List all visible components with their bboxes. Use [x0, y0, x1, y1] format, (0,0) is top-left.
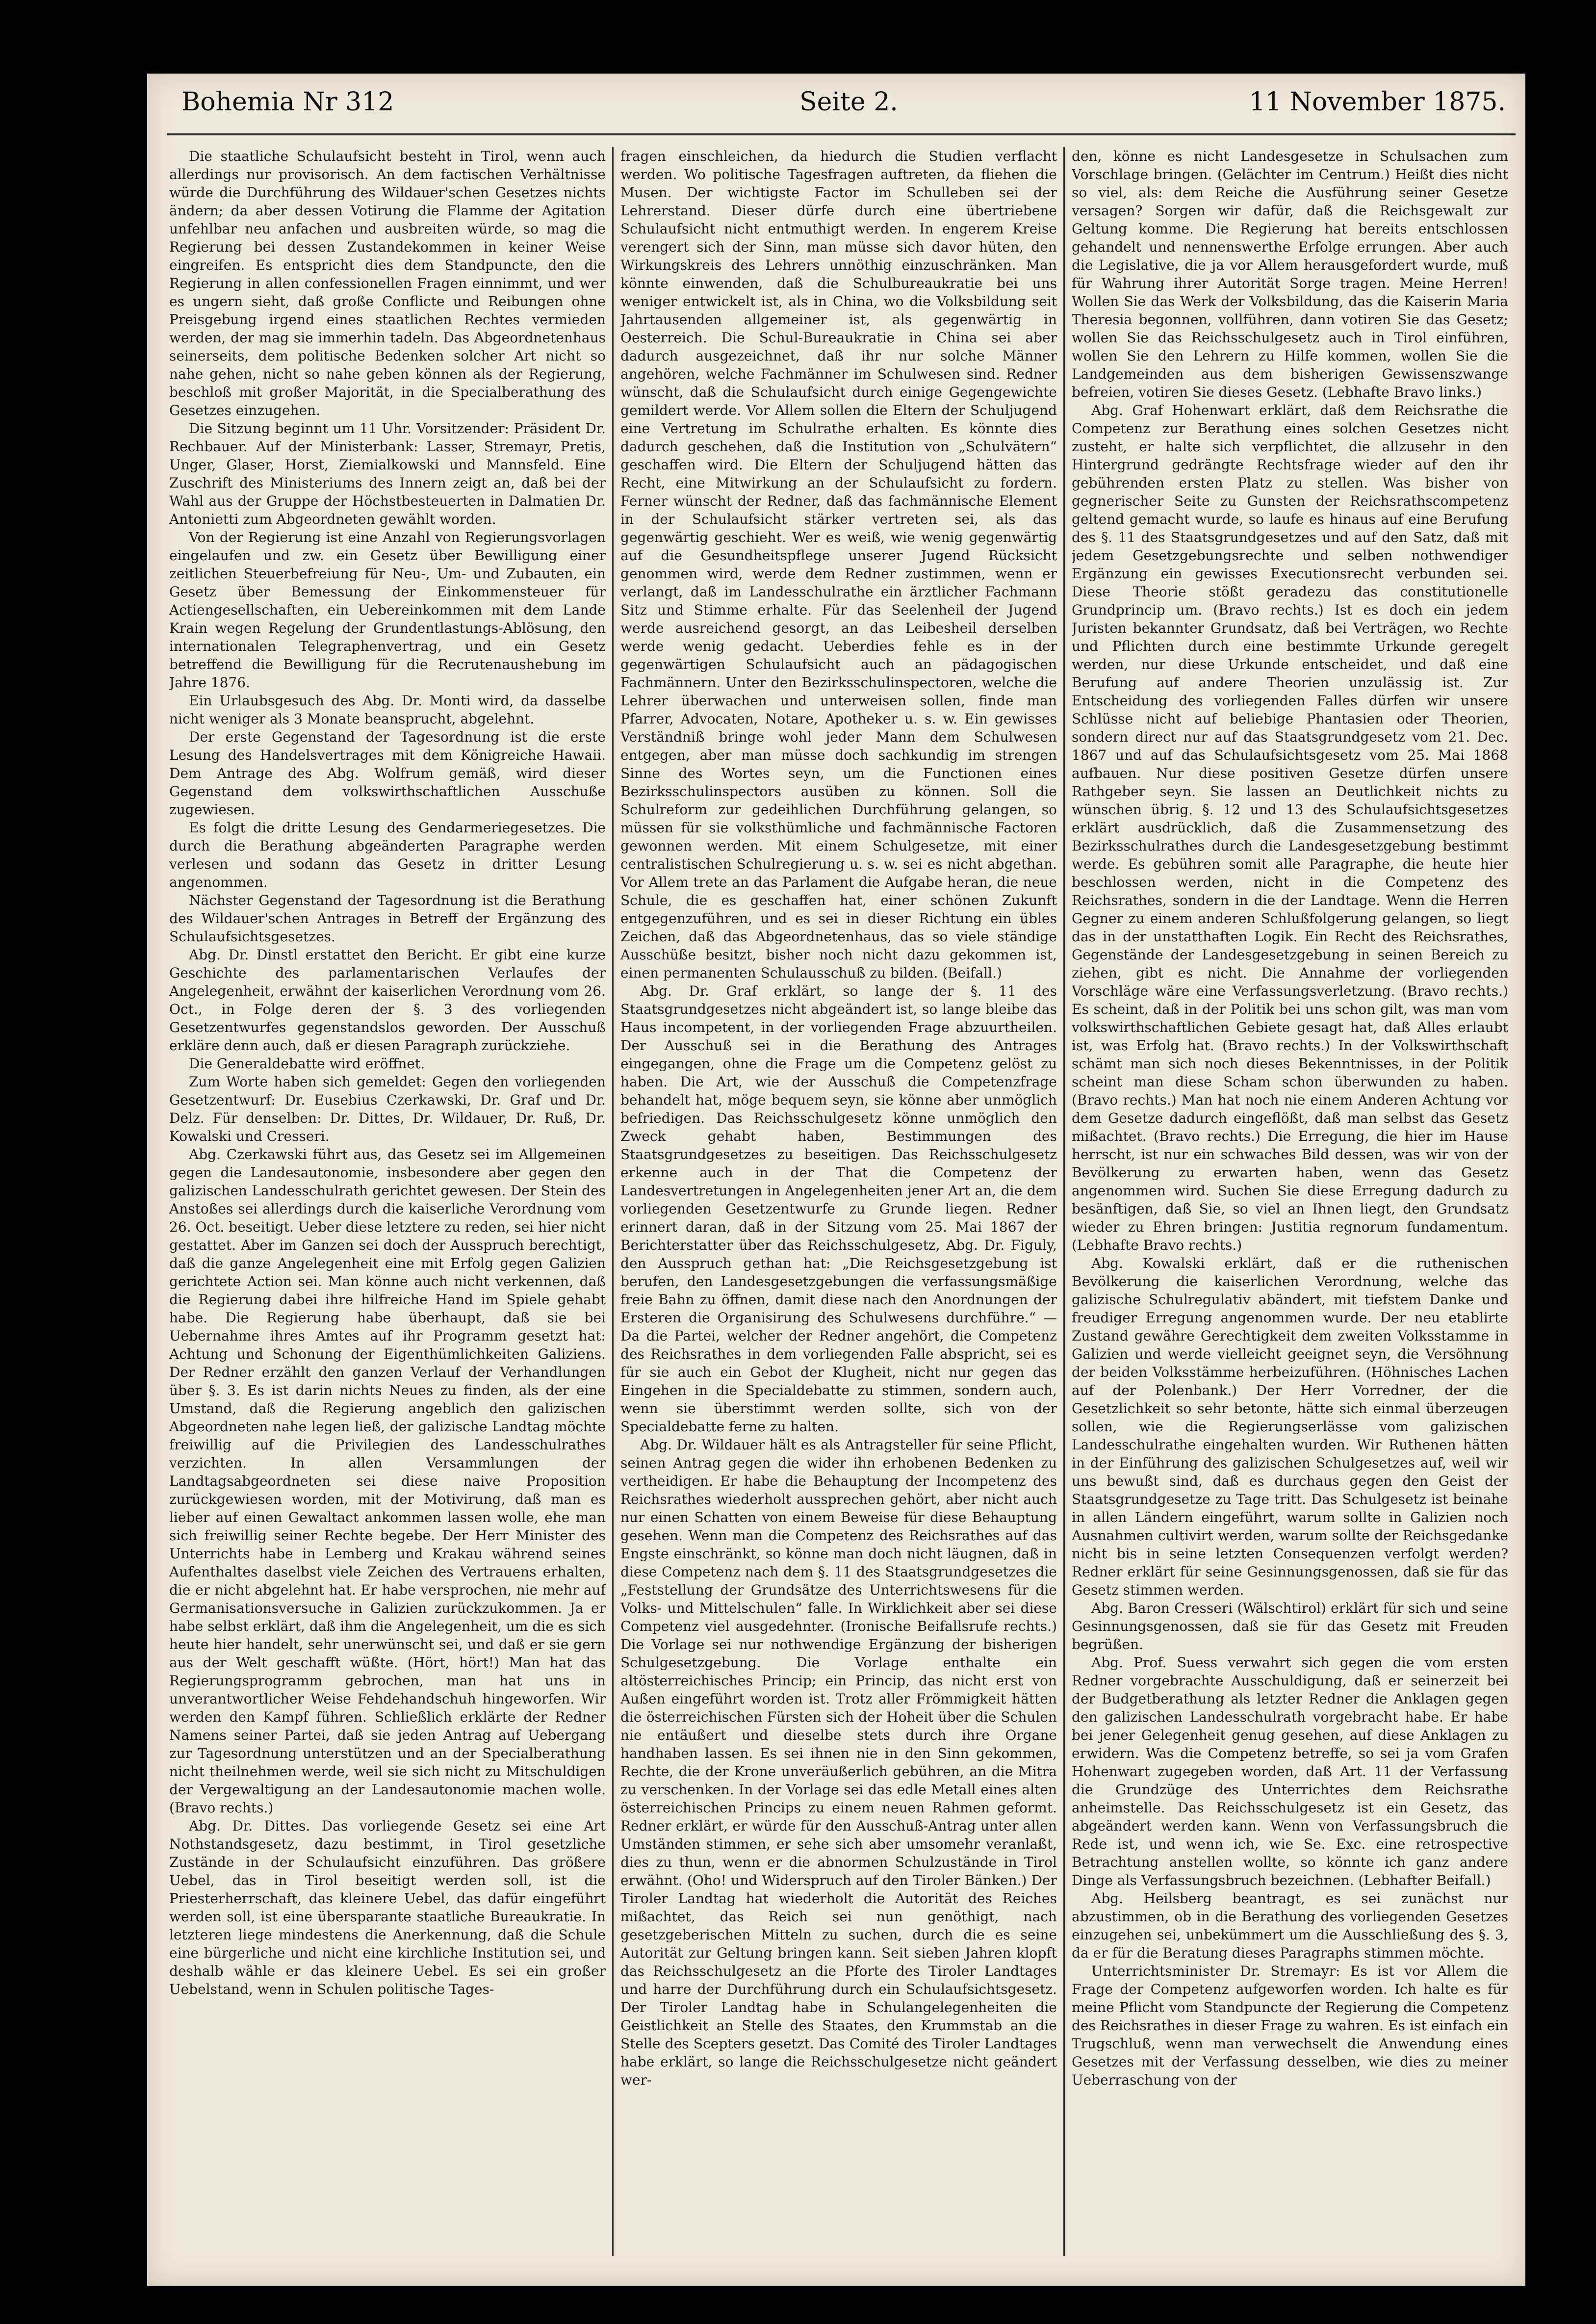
article-paragraph: den, könne es nicht Landesgesetze in Schulsachen zum Vorschlage bringen. (Gelächter im Centrum.) Heißt dies nicht so viel, als: dem Reiche die Ausführung seiner Gesetze versagen? Sorgen wir dafür, daß die Reichsgewalt zur Geltung komme. Die Regierung hat bereits entschlossen gehandelt und nennenswerthe Erfolge errungen. Aber auch die Legislative, die ja vor Allem herausgefordert wurde, muß für Wahrung ihrer Autorität Sorge tragen. Meine Herren! Wollen Sie das Werk der Volksbildung, das die Kaiserin Maria Theresia begonnen, vollführen, dann votiren Sie das Gesetz; wollen Sie das Reichsschulgesetz auch in Tirol einführen, wollen Sie den Lehrern zu Hilfe kommen, wollen Sie die Landgemeinden aus dem bisherigen Gewissenszwange befreien, votiren Sie dieses Gesetz. (Lebhafte Bravo links.) [1072, 148, 1508, 400]
article-paragraph: Nächster Gegenstand der Tagesordnung ist die Berathung des Wildauer'schen Antrages in Betreff der Ergänzung des Schulaufsichtsgesetzes. [169, 892, 606, 945]
article-paragraph: Abg. Heilsberg beantragt, es sei zunächst nur abzustimmen, ob in die Berathung des vorliegenden Gesetzes einzugehen sei, unbekümmert um die Ausschließung des §. 3, da er für die Beratung dieses Paragraphs stimmen möchte. [1072, 1890, 1508, 1961]
article-paragraph: Unterrichtsminister Dr. Stremayr: Es ist vor Allem die Frage der Competenz aufgeworfen worden. Ich halte es für meine Pflicht vom Standpuncte der Regierung die Competenz des Reichsrathes in dieser Frage zu wahren. Es ist einfach ein Trugschluß, wenn man verwechselt die Anwendung eines Gesetzes mit der Verfassung desselben, wie dies zu meiner Ueberraschung von der [1072, 1963, 1508, 2088]
masthead-date: 11 November 1875. [1249, 87, 1506, 117]
article-paragraph: Abg. Graf Hohenwart erklärt, daß dem Reichsrathe die Competenz zur Berathung eines solchen Gesetzes nicht zusteht, er halte sich verpflichtet, die allzusehr in den Hintergrund gedrängte Rechtsfrage wieder auf den ihr gebührenden ersten Platz zu stellen. Was bisher von gegnerischer Seite zu Gunsten der Reichsrathscompetenz geltend gemacht wurde, so laufe es hinaus auf eine Berufung des §. 11 des Staatsgrundgesetzes und auf den Satz, daß mit jedem Gesetzgebungsrechte und selben nothwendiger Ergänzung ein gewisses Executionsrecht verbunden sei. Diese Theorie stößt geradezu das constitutionelle Grundprincip um. (Bravo rechts.) Ist es doch ein jedem Juristen bekannter Grundsatz, daß bei Verträgen, wo Rechte und Pflichten durch eine bestimmte Urkunde geregelt werden, nur diese Urkunde entscheidet, und daß eine Berufung auf andere Theorien unzulässig ist. Zur Entscheidung des vorliegenden Falles dürfen wir unsere Schlüsse nicht auf beliebige Phantasien oder Theorien, sondern direct nur auf das Staatsgrundgesetz vom 21. Dec. 1867 und auf das Schulaufsichtsgesetz vom 25. Mai 1868 aufbauen. Nur diese positiven Gesetze dürfen unsere Rathgeber seyn. Sie lassen an Deutlichkeit nichts zu wünschen übrig. §. 12 und 13 des Schulaufsichtsgesetzes erklärt ausdrücklich, daß die Zusammensetzung des Bezirksschulrathes durch die Landesgesetzgebung bestimmt werde. Es gebühren somit alle Paragraphe, die heute hier beschlossen werden, nicht in die Competenz des Reichsrathes, sondern in die der Landtage. Wenn die Herren Gegner zu einem anderen Schlußfolgerung gelangen, so liegt das in der unstatthaften Logik. Ein Recht des Reichsrathes, Gegenstände der Landesgesetzgebung in seinen Bereich zu ziehen, gibt es nicht. Die Annahme der vorliegenden Vorschläge wäre eine Verfassungsverletzung. (Bravo rechts.) Es scheint, daß in der Politik bei uns schon gilt, was man vom volkswirthschaftlichen Gebiete gesagt hat, daß Alles erlaubt ist, was Erfolg hat. (Bravo rechts.) In der Volkswirthschaft schämt man sich noch dieses Bekenntnisses, in der Politik scheint man diese Scham schon überwunden zu haben. (Bravo rechts.) Man hat noch nie einem Anderen Achtung vor dem Gesetze dadurch eingeflößt, daß man selbst das Gesetz mißachtet. (Bravo rechts.) Die Erregung, die hier im Hause herrscht, ist nur ein schwaches Bild dessen, was wir von der Bevölkerung zu erwarten haben, wenn das Gesetz angenommen wird. Suchen Sie diese Erregung dadurch zu besänftigen, daß Sie, so viel an Ihnen liegt, den Grundsatz wieder zu Ehren bringen: Justitia regnorum fundamentum. (Lebhafte Bravo rechts.) [1072, 402, 1508, 1253]
article-paragraph: fragen einschleichen, da hiedurch die Studien verflacht werden. Wo politische Tagesfragen auftreten, da fliehen die Musen. Der wichtigste Factor im Schulleben sei der Lehrerstand. Dieser dürfe durch eine übertriebene Schulaufsicht nicht entmuthigt werden. In engerem Kreise verengert sich der Sinn, man müsse sich davor hüten, den Wirkungskreis des Lehrers unnöthig einzuschränken. Man könnte einwenden, daß die Schulbureaukratie bei uns weniger entwickelt ist, als in China, wo die Volksbildung seit Jahrtausenden allgemeiner ist, als gegenwärtig in Oesterreich. Die Schul-Bureaukratie in China sei aber dadurch ausgezeichnet, daß ihr nur solche Männer angehören, welche Fachmänner im Schulwesen sind. Redner wünscht, daß die Schulaufsicht durch einige Gegengewichte gemildert werde. Vor Allem sollen die Eltern der Schuljugend eine Vertretung im Schulrathe erhalten. Es könnte dies dadurch geschehen, daß die Institution von „Schulvätern“ geschaffen wird. Die Eltern der Schuljugend hätten das Recht, eine Mitwirkung an der Schulaufsicht zu fordern. Ferner wünscht der Redner, daß das fachmännische Element in der Schulaufsicht stärker vertreten sei, als das gegenwärtig geschieht. Wer es weiß, wie wenig gegenwärtig auf die Gesundheitspflege unserer Jugend Rücksicht genommen wird, werde dem Redner zustimmen, wenn er verlangt, daß im Landesschulrathe ein ärztlicher Fachmann Sitz und Stimme erhalte. Für das Seelenheil der Jugend werde ausreichend gesorgt, an das Leibesheil derselben werde wenig gedacht. Ueberdies fehle es in der gegenwärtigen Schulaufsicht auch an pädagogischen Fachmännern. Unter den Bezirksschulinspectoren, welche die Lehrer überwachen und unterweisen sollen, finde man Pfarrer, Advocaten, Notare, Apotheker u. s. w. Ein gewisses Verständniß bringe wohl jeder Mann dem Schulwesen entgegen, aber man müsse doch sachkundig im strengen Sinne des Wortes seyn, um die Functionen eines Bezirksschulinspectors ausüben zu können. Soll die Schulreform zur gedeihlichen Durchführung gelangen, so müssen für sie volksthümliche und fachmännische Factoren gewonnen werden. Mit einem Schulgesetze, mit einer centralistischen Schulregierung u. s. w. sei es nicht abgethan. Vor Allem trete an das Parlament die Aufgabe heran, die neue Schule, die es geschaffen hat, einer schönen Zukunft entgegenzuführen, und es sei in dieser Richtung ein übles Zeichen, daß das Abgeordnetenhaus, das so viele ständige Ausschüße besitzt, bisher noch nicht dazu gekommen ist, einen permanenten Schulausschuß zu bilden. (Beifall.) [620, 148, 1057, 981]
article-paragraph: Zum Worte haben sich gemeldet: Gegen den vorliegenden Gesetzentwurf: Dr. Eusebius Czerkawski, Dr. Graf und Dr. Delz. Für denselben: Dr. Dittes, Dr. Wildauer, Dr. Ruß, Dr. Kowalski und Cresseri. [169, 1074, 606, 1144]
article-paragraph: Abg. Dr. Dinstl erstattet den Bericht. Er gibt eine kurze Geschichte des parlamentarischen Verlaufes der Angelegenheit, erwähnt der kaiserlichen Verordnung vom 26. Oct., in Folge deren der §. 3 des vorliegenden Gesetzentwurfes gegenstandslos geworden. Der Ausschuß erkläre denn auch, daß er diesen Paragraph zurückziehe. [169, 947, 606, 1054]
header-rule [167, 133, 1516, 135]
article-paragraph: Abg. Dr. Dittes. Das vorliegende Gesetz sei eine Art Nothstandsgesetz, dazu bestimmt, in Tirol gesetzliche Zustände in der Schulaufsicht einzuführen. Das größere Uebel, das in Tirol beseitigt werden soll, ist die Priesterherrschaft, das kleinere Uebel, das dafür eingeführt werden soll, ist eine übersparante staatliche Bureaukratie. In letzteren liege mindestens die Anerkennung, daß die Schule eine bürgerliche und nicht eine kirchliche Institution sei, und deshalb wähle er das kleinere Uebel. Es sei ein großer Uebelstand, wenn in Schulen politische Tages- [169, 1818, 606, 1997]
article-paragraph: Die staatliche Schulaufsicht besteht in Tirol, wenn auch allerdings nur provisorisch. An dem factischen Verhältnisse würde die Durchführung des Wildauer'schen Gesetzes nichts ändern; da aber dessen Votirung die Flamme der Agitation unfehlbar neu anfachen und ausbreiten würde, so mag die Regierung bei dessen Zustandekommen in keiner Weise eingreifen. Es entspricht dies dem Standpuncte, den die Regierung in allen confessionellen Fragen einnimmt, und wer es ungern sieht, daß große Conflicte und Reibungen ohne Preisgebung irgend eines staatlichen Rechtes vermieden werden, der mag sie immerhin tadeln. Das Abgeordnetenhaus seinerseits, dem politische Bedenken solcher Art nicht so nahe gehen, nicht so nahe geben können als der Regierung, beschloß mit großer Majorität, in die Specialberathung des Gesetzes einzugehen. [169, 148, 606, 418]
article-paragraph: Abg. Kowalski erklärt, daß er die ruthenischen Bevölkerung die kaiserlichen Verordnung, welche das galizische Schulregulativ abändert, mit tiefstem Danke und freudiger Erregung angenommen wurde. Der neu etablirte Zustand gewähre Gerechtigkeit dem zweiten Volksstamme in Galizien und werde vielleicht geeignet seyn, die Versöhnung der beiden Volksstämme herbeizuführen. (Höhnisches Lachen auf der Polenbank.) Der Herr Vorredner, der die Gesetzlichkeit so sehr betonte, hätte sich einmal überzeugen sollen, wie die Regierungserlässe vom galizischen Landesschulrathe eingehalten wurden. Wir Ruthenen hätten in der Einführung des galizischen Schulgesetzes auf, weil wir uns bewußt sind, daß es durchaus gegen den Geist der Staatsgrundgesetze zu Tage tritt. Das Schulgesetz ist beinahe in allen Ländern eingeführt, warum sollte in Galizien noch Ausnahmen cultivirt werden, warum sollte der Reichsgedanke nicht bis in seine letzten Consequenzen verfolgt werden? Redner erklärt für seine Gesinnungsgenossen, daß sie für das Gesetz stimmen werden. [1072, 1255, 1508, 1598]
article-paragraph: Der erste Gegenstand der Tagesordnung ist die erste Lesung des Handelsvertrages mit dem Königreiche Hawaii. Dem Antrage des Abg. Wolfrum gemäß, wird dieser Gegenstand dem volkswirthschaftlichen Ausschuße zugewiesen. [169, 729, 606, 818]
article-paragraph: Abg. Prof. Suess verwahrt sich gegen die vom ersten Redner vorgebrachte Ausschuldigung, daß er seinerzeit bei der Budgetberathung als letzter Redner die Anklagen gegen den galizischen Landesschulrath vorgebracht habe. Er habe bei jener Gelegenheit genug gesehen, auf diese Anklagen zu erwidern. Was die Competenz betreffe, so sei ja vom Grafen Hohenwart zugegeben worden, daß Art. 11 der Verfassung die Grundzüge des Unterrichtes dem Reichsrathe anheimstelle. Das Reichsschulgesetz ist ein Gesetz, das abgeändert werden kann. Wenn von Verfassungsbruch die Rede ist, und wenn ich, wie Se. Exc. eine retrospective Betrachtung anstellen wollte, so könnte ich ganz andere Dinge als Verfassungsbruch bezeichnen. (Lebhafter Beifall.) [1072, 1654, 1508, 1888]
masthead-page-number: Seite 2. [799, 87, 898, 117]
article-paragraph: Abg. Dr. Graf erklärt, so lange der §. 11 des Staatsgrundgesetzes nicht abgeändert ist, so lange bleibe das Haus incompetent, in der vorliegenden Frage abzuurtheilen. Der Ausschuß sei in die Berathung des Antrages eingegangen, ohne die Frage um die Competenz gelöst zu haben. Die Art, wie der Ausschuß die Competenzfrage behandelt hat, möge bequem seyn, sie könne aber unmöglich befriedigen. Das Reichsschulgesetz könne unmöglich den Zweck gehabt haben, Bestimmungen des Staatsgrundgesetzes zu beseitigen. Das Reichsschulgesetz erkenne auch in der That die Competenz der Landesvertretungen in Angelegenheiten jener Art an, die dem vorliegenden Gesetzentwurfe zu Grunde liegen. Redner erinnert daran, daß in der Sitzung vom 25. Mai 1867 der Berichterstatter über das Reichsschulgesetz, Abg. Dr. Figuly, den Ausspruch gethan hat: „Die Reichsgesetzgebung ist berufen, den Landesgesetzgebungen die verfassungsmäßige freie Bahn zu öffnen, damit diese nach den Anordnungen der Ersteren die Organisirung des Schulwesens durchführe.“ — Da die Partei, welcher der Redner angehört, die Competenz des Reichsrathes in dem vorliegenden Falle abspricht, sei es für sie auch ein Gebot der Klugheit, nicht nur gegen das Eingehen in die Specialdebatte zu stimmen, sondern auch, wenn sie überstimmt werden sollte, sich von der Specialdebatte ferne zu halten. [620, 983, 1057, 1435]
article-paragraph: Die Sitzung beginnt um 11 Uhr. Vorsitzender: Präsident Dr. Rechbauer. Auf der Ministerbank: Lasser, Stremayr, Pretis, Unger, Glaser, Horst, Ziemialkowski und Mannsfeld. Eine Zuschrift des Ministeriums des Innern zeigt an, daß bei der Wahl aus der Gruppe der Höchstbesteuerten in Dalmatien Dr. Antonietti zum Abgeordneten gewählt worden. [169, 420, 606, 527]
article-paragraph: Abg. Baron Cresseri (Wälschtirol) erklärt für sich und seine Gesinnungsgenossen, daß sie für das Gesetz mit Freuden begrüßen. [1072, 1600, 1508, 1653]
column-divider-1 [612, 147, 614, 2256]
article-paragraph: Es folgt die dritte Lesung des Gendarmeriegesetzes. Die durch die Berathung abgeänderten Paragraphe werden verlesen und sodann das Gesetz in dritter Lesung angenommen. [169, 820, 606, 890]
article-paragraph: Ein Urlaubsgesuch des Abg. Dr. Monti wird, da dasselbe nicht weniger als 3 Monate beansprucht, abgelehnt. [169, 693, 606, 727]
column-2 [620, 147, 1057, 2276]
column-1 [169, 147, 606, 2276]
article-paragraph: Die Generaldebatte wird eröffnet. [189, 1056, 425, 1072]
masthead-paper-name: Bohemia Nr 312 [181, 87, 394, 117]
newspaper-page [147, 74, 1525, 2286]
article-paragraph: Abg. Dr. Wildauer hält es als Antragsteller für seine Pflicht, seinen Antrag gegen die wider ihn erhobenen Bedenken zu vertheidigen. Er habe die Behauptung der Incompetenz des Reichsrathes wiederholt aussprechen gehört, aber nicht auch nur einen Schatten von einem Beweise für diese Behauptung gesehen. Wenn man die Competenz des Reichsrathes auf das Engste einschränkt, so könne man doch nicht läugnen, daß in diese Competenz nach dem §. 11 des Staatsgrundgesetzes die „Feststellung der Grundsätze des Unterrichtswesens für die Volks- und Mittelschulen“ falle. In Wirklichkeit aber sei diese Competenz viel ausgedehnter. (Ironische Beifallsrufe rechts.) Die Vorlage sei nur nothwendige Ergänzung der bisherigen Schulgesetzgebung. Die Vorlage enthalte ein altösterreichisches Princip; ein Princip, das nicht erst von Außen eingeführt worden ist. Trotz aller Frömmigkeit hätten die österreichischen Fürsten sich der Hoheit über die Schulen nie entäußert und dieselbe stets durch ihre Organe handhaben lassen. Es sei ihnen nie in den Sinn gekommen, Rechte, die der Krone unveräußerlich gebühren, an die Mitra zu verschenken. In der Vorlage sei das edle Metall eines alten österreichischen Princips zu einem neuen Rahmen geformt. Redner erklärt, er würde für den Ausschuß-Antrag unter allen Umständen stimmen, er sehe sich aber umsomehr veranlaßt, dies zu thun, wenn er die abnormen Schulzustände in Tirol erwähnt. (Oho! und Widerspruch auf den Tiroler Bänken.) Der Tiroler Landtag hat wiederholt die Autorität des Reiches mißachtet, das Reich sei nun genöthigt, nach gesetzgeberischen Mitteln zu suchen, durch die es seine Autorität zur Geltung bringen kann. Seit sieben Jahren klopft das Reichsschulgesetz an die Pforte des Tiroler Landtages und harre der Durchführung durch ein Schulaufsichtsgesetz. Der Tiroler Landtag habe in Schulangelegenheiten die Geistlichkeit an Stelle des Staates, den Krummstab an die Stelle des Scepters gesetzt. Das Comité des Tiroler Landtages habe erklärt, so lange die Reichsschulgesetze nicht geändert wer- [620, 1437, 1057, 2088]
column-divider-2 [1063, 147, 1065, 2256]
column-3 [1072, 147, 1508, 2276]
article-paragraph: Abg. Czerkawski führt aus, das Gesetz sei im Allgemeinen gegen die Landesautonomie, insbesondere aber gegen den galizischen Landesschulrath gerichtet gewesen. Der Stein des Anstoßes sei allerdings durch die kaiserliche Verordnung vom 26. Oct. beseitigt. Ueber diese letztere zu reden, sei hier nicht gestattet. Aber im Ganzen sei doch der Ausspruch berechtigt, daß die ganze Angelegenheit eine mit Erfolg gegen Galizien gerichtete Action sei. Man könne auch nicht verkennen, daß die Regierung dabei ihre hilfreiche Hand im Spiele gehabt habe. Die Regierung habe überhaupt, daß sie bei Uebernahme ihres Amtes auf ihr Programm gesetzt hat: Achtung und Schonung der Eigenthümlichkeiten Galiziens. Der Redner erzählt den ganzen Verlauf der Verhandlungen über §. 3. Es ist darin nichts Neues zu finden, als der eine Umstand, daß die Regierung angeblich den galizischen Abgeordneten nahe legen ließ, der galizische Landtag möchte freiwillig auf die Privilegien des Landesschulrathes verzichten. In allen Versammlungen der Landtagsabgeordneten sei diese naive Proposition zurückgewiesen worden, mit der Motivirung, daß man es lieber auf einen Gewaltact ankommen lassen wolle, ehe man sich freiwillig seiner Rechte begebe. Der Herr Minister des Unterrichts habe in Lemberg und Krakau während seines Aufenthaltes daselbst viele Zeichen des Vertrauens erhalten, die er nicht abgelehnt hat. Er habe versprochen, nie mehr auf Germanisationsversuche in Galizien zurückzukommen. Ja er habe selbst erklärt, daß ihm die Angelegenheit, um die es sich heute hier handelt, sehr unerwünscht sei, und daß er sie gern aus der Welt geschafft wüßte. (Hört, hört!) Man hat das Regierungsprogramm gebrochen, man hat uns in unverantwortlicher Weise Fehdehandschuh hingeworfen. Wir werden den Kampf führen. Schließlich erklärte der Redner Namens seiner Partei, daß sie jeden Antrag auf Uebergang zur Tagesordnung unterstützen und an der Specialberathung nicht theilnehmen werde, weil sie sich nicht zu Mitschuldigen der Vergewaltigung an der Landesautonomie machen wolle. (Bravo rechts.) [169, 1146, 606, 1816]
masthead [147, 74, 1525, 128]
article-paragraph: Von der Regierung ist eine Anzahl von Regierungsvorlagen eingelaufen und zw. ein Gesetz über Bewilligung einer zeitlichen Steuerbefreiung für Neu-, Um- und Zubauten, ein Gesetz über Bemessung der Einkommensteuer für Actiengesellschaften, ein Uebereinkommen mit dem Lande Krain wegen Regelung der Grundentlastungs-Ablösung, den internationalen Telegraphenvertrag, und ein Gesetz betreffend die Bewilligung für die Recrutenaushebung im Jahre 1876. [169, 529, 606, 691]
